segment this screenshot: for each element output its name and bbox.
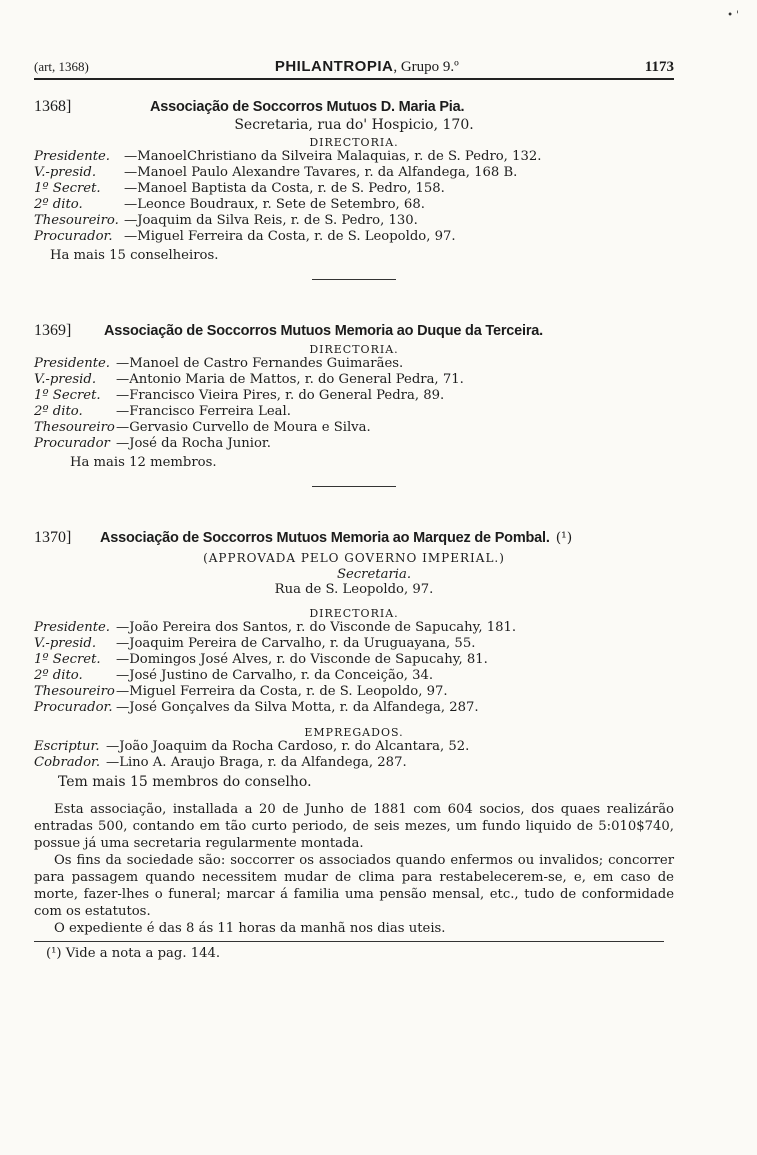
footnote: (¹) Vide a nota a pag. 144. [46,946,221,961]
member-info: —Domingos José Alves, r. do Visconde de Sapucahy, 81. [116,652,488,667]
description-paragraph: Os fins da sociedade são: soccorrer os associados quando enfermos ou invalidos; concorrer para passagem quando necessitem mudar de clima para restabelecerem-se, e, em caso de morte, fazer-lhes o funeral; marcar á familia uma pensão mensal, etc., tudo de conformidade com os estatutos. [34,853,674,919]
entry-note: Ha mais 15 conselheiros. [50,248,219,263]
member-role: Thesoureiro [34,420,115,435]
directoria-label: DIRECTORIA. [309,136,399,149]
member-role: V.-presid. [34,636,97,651]
member-role: 2º dito. [34,404,83,419]
member-info: —José Justino de Carvalho, r. da Conceição, 34. [116,668,434,683]
directoria-label: DIRECTORIA. [309,607,399,620]
member-row [34,165,674,181]
member-role: Procurador [34,436,110,451]
approval-note: (APPROVADA PELO GOVERNO IMPERIAL.) [203,551,505,565]
description-paragraph: Esta associação, installada a 20 de Junho de 1881 com 604 socios, dos quaes realizárão entradas 500, contando em tão curto periodo, de seis mezes, um fundo liquido de 5:010$740, possue já uma secretaria regularmente montada. [34,802,674,851]
entry-1368 [34,98,674,280]
directoria-list [34,620,674,716]
member-role: Presidente. [34,356,111,371]
member-info: —Antonio Maria de Mattos, r. do General Pedra, 71. [116,372,464,387]
entry-title-row [34,322,674,340]
member-role: Thesoureiro [34,684,115,699]
directoria-list [34,356,674,452]
entry-title: Associação de Soccorros Mutuos D. Maria Pia. [150,99,465,115]
member-info: —Joaquim Pereira de Carvalho, r. da Uruguayana, 55. [116,636,476,651]
member-row [34,372,674,388]
description-paragraph: O expediente é das 8 ás 11 horas da manhã nos dias uteis. [54,921,446,936]
member-row [34,436,674,452]
member-info: —Leonce Boudraux, r. Sete de Setembro, 68. [124,197,425,212]
employee-info: —João Joaquim da Rocha Cardoso, r. do Alcantara, 52. [106,739,470,754]
speck-marks: • ' [727,10,739,21]
employee-row [34,739,674,755]
member-info: —Miguel Ferreira da Costa, r. de S. Leopoldo, 97. [124,229,456,244]
directoria-label: DIRECTORIA. [309,343,399,356]
directoria-list [34,149,674,245]
member-info: —Francisco Ferreira Leal. [116,404,291,419]
page-number: 1173 [644,59,674,75]
entry-secretaria: Rua de S. Leopoldo, 97. [274,582,434,597]
entry-1369 [34,322,674,487]
member-info: —Joaquim da Silva Reis, r. de S. Pedro, 130. [124,213,418,228]
member-info: —Manoel Paulo Alexandre Tavares, r. da Alfandega, 168 B. [124,165,518,180]
member-role: Presidente. [34,149,111,164]
member-role: V.-presid. [34,165,97,180]
member-row [34,149,674,165]
entry-number: 1369] [34,322,72,339]
member-row [34,181,674,197]
member-row [34,388,674,404]
entry-note: Ha mais 12 membros. [70,455,217,470]
member-row [34,197,674,213]
entry-number: 1370] [34,529,72,546]
entry-title-row [34,529,674,547]
footnote-ref: (¹) [555,530,573,546]
separator-rule [312,279,396,280]
secretaria-label: Secretaria. [336,567,412,582]
member-role: Thesoureiro. [34,213,119,228]
entry-title-row [34,98,674,116]
member-info: —Manoel Baptista da Costa, r. de S. Pedro, 158. [124,181,445,196]
member-row [34,620,674,636]
member-info: —ManoelChristiano da Silveira Malaquias, r. de S. Pedro, 132. [124,149,542,164]
member-row [34,213,674,229]
running-header [34,58,674,80]
page [34,58,674,961]
member-row [34,356,674,372]
member-info: —Gervasio Curvello de Moura e Silva. [116,420,371,435]
member-info: —José da Rocha Junior. [116,436,271,451]
member-row [34,700,674,716]
member-role: V.-presid. [34,372,97,387]
member-row [34,636,674,652]
employee-info: —Lino A. Araujo Braga, r. da Alfandega, 287. [106,755,407,770]
member-info: —Miguel Ferreira da Costa, r. de S. Leopoldo, 97. [116,684,448,699]
header-article-range: (art, 1368) [34,59,89,74]
empregados-label: EMPREGADOS. [304,726,404,739]
description [34,801,674,937]
footnote-rule [34,941,664,942]
separator-rule [312,486,396,487]
member-row [34,420,674,436]
header-title [275,58,459,76]
member-role: 2º dito. [34,197,83,212]
entry-1370 [34,529,674,937]
member-row [34,668,674,684]
member-info: —Manoel de Castro Fernandes Guimarães. [116,356,404,371]
employee-role: Escriptur. [34,739,100,754]
member-role: 1º Secret. [34,652,101,667]
member-role: Procurador. [34,229,113,244]
member-role: 1º Secret. [34,388,101,403]
member-role: Presidente. [34,620,111,635]
employee-row [34,755,674,771]
entry-secretaria: Secretaria, rua do' Hospicio, 170. [234,117,474,133]
member-role: Procurador. [34,700,113,715]
member-info: —José Gonçalves da Silva Motta, r. da Alfandega, 287. [116,700,479,715]
member-row [34,652,674,668]
header-group: , Grupo 9.º [393,59,459,75]
entry-title: Associação de Soccorros Mutuos Memoria ao Duque da Terceira. [104,323,543,339]
entry-number: 1368] [34,98,72,115]
member-row [34,684,674,700]
empregados-list [34,739,674,771]
member-info: —Francisco Vieira Pires, r. do General Pedra, 89. [116,388,445,403]
entry-title: Associação de Soccorros Mutuos Memoria ao Marquez de Pombal. [100,530,550,546]
entry-note: Tem mais 15 membros do conselho. [58,774,312,790]
employee-role: Cobrador. [34,755,101,770]
member-role: 1º Secret. [34,181,101,196]
member-row [34,229,674,245]
header-title-main: PHILANTROPIA [274,58,394,75]
member-role: 2º dito. [34,668,83,683]
member-row [34,404,674,420]
member-info: —João Pereira dos Santos, r. do Visconde de Sapucahy, 181. [116,620,517,635]
